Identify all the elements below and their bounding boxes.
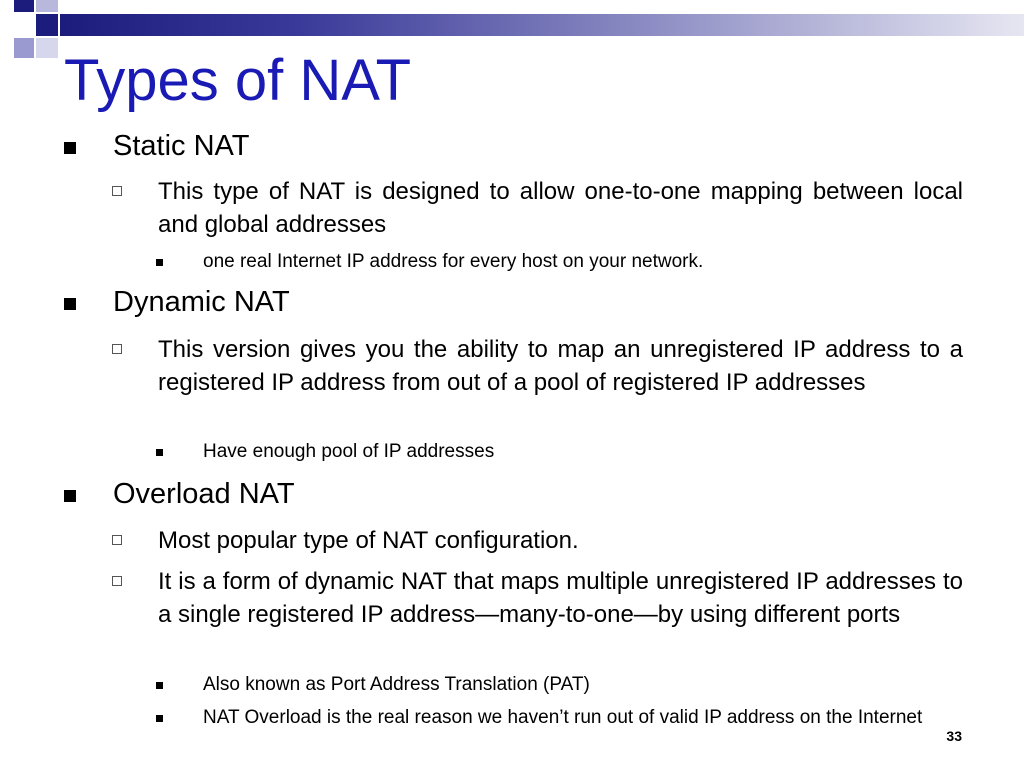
detail-bullet-text: Also known as Port Address Translation (PAT) (203, 674, 590, 695)
sub-bullet-text: Most popular type of NAT configuration. (158, 527, 579, 554)
small-square-bullet-icon (156, 449, 163, 456)
page-number: 33 (946, 728, 962, 744)
bullet-label: Static NAT (113, 130, 250, 162)
slide-title: Types of NAT (64, 48, 412, 113)
deco-square (36, 38, 58, 58)
deco-square (0, 14, 34, 36)
detail-bullet-text: one real Internet IP address for every host on your network. (203, 251, 704, 272)
deco-square (36, 0, 58, 12)
header-gradient-bar (60, 14, 1024, 36)
sub-bullet-text: This version gives you the ability to map an unregistered IP address to a registered IP address from out of a pool of registered IP addresses (158, 336, 963, 396)
detail-bullet-text: Have enough pool of IP addresses (203, 441, 495, 462)
square-bullet-icon (64, 142, 76, 154)
small-square-bullet-icon (156, 715, 163, 722)
hollow-square-bullet-icon (112, 344, 122, 354)
bullet-label: Dynamic NAT (113, 286, 290, 318)
small-square-bullet-icon (156, 682, 163, 689)
deco-square (14, 0, 34, 12)
detail-bullet-text: NAT Overload is the real reason we haven’t run out of valid IP address on the Internet (203, 707, 923, 728)
hollow-square-bullet-icon (112, 576, 122, 586)
bullet-label: Overload NAT (113, 478, 295, 510)
square-bullet-icon (64, 298, 76, 310)
sub-bullet-text: It is a form of dynamic NAT that maps multiple unregistered IP addresses to a single registered IP address—many-to-one—by using different ports (158, 568, 963, 628)
deco-square (14, 38, 34, 58)
square-bullet-icon (64, 490, 76, 502)
small-square-bullet-icon (156, 259, 163, 266)
deco-square (36, 14, 58, 36)
sub-bullet-text: This type of NAT is designed to allow one-to-one mapping between local and global addresses (158, 178, 963, 238)
hollow-square-bullet-icon (112, 535, 122, 545)
hollow-square-bullet-icon (112, 186, 122, 196)
